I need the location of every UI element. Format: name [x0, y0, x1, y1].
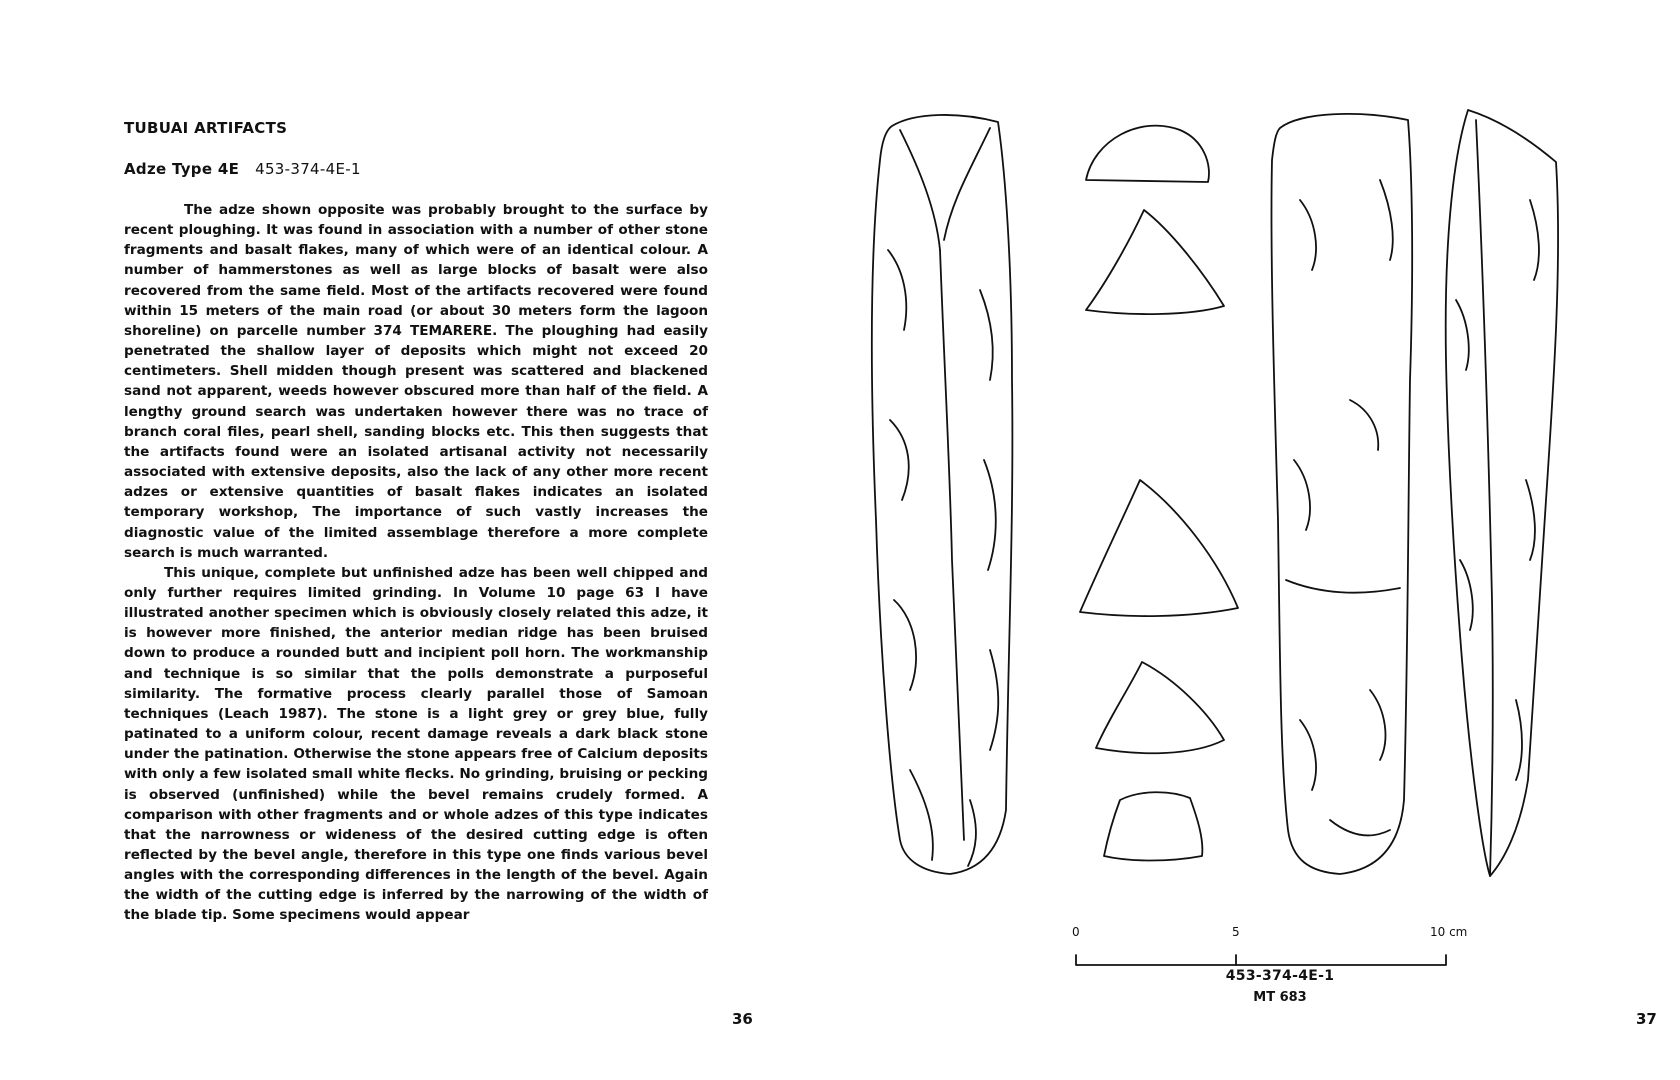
paragraph-1: The adze shown opposite was probably brought to the surface by recent ploughing. It was found in association with a number of other stone fragments and basalt flakes, many of which were of an identical colour. A number of hammerstones as well as large blocks of basalt were also recovered from the same field. Most of the artifacts recovered were found within 15 meters of the main road (or about 30 meters form the lagoon shoreline) on parcelle number 374 TEMARERE. The ploughing had easily penetrated the shallow layer of deposits which might not exceed 20 centimeters. Shell midden though present was scattered and blackened sand not apparent, weeds however obscured more than half of the field. A lengthy ground search was undertaken however there was no trace of branch coral files, pearl shell, sanding blocks etc. This then suggests that the artifacts found were an isolated artisanal activity not necessarily associated with extensive deposits, also the lack of any other more recent adzes or extensive quantities of basalt flakes indicates an isolated temporary workshop, The importance of such vastly increases the diagnostic value of the limited assemblage therefore a more complete search is much warranted. [124, 202, 708, 561]
adze-illustration [840, 0, 1680, 1080]
artifact-heading [124, 160, 361, 178]
cross-section-tip [1104, 792, 1202, 860]
scale-label-mid: 5 [1232, 925, 1240, 939]
body-text [124, 200, 708, 926]
cross-section-butt [1086, 126, 1209, 182]
cross-section-lower [1096, 662, 1224, 753]
right-page [840, 0, 1680, 1080]
scale-label-end: 10 cm [1430, 925, 1468, 939]
cross-section-middle [1080, 480, 1238, 616]
page-number-right: 37 [1636, 1010, 1657, 1028]
paragraph-2: This unique, complete but unfinished adze has been well chipped and only further requires limited grinding. In Volume 10 page 63 I have illustrated another specimen which is obviously closely related this adze, it is however more finished, the anterior median ridge has been bruised down to produce a rounded butt and incipient poll horn. The workmanship and technique is so similar that the polls demonstrate a purposeful similarity. The formative process clearly parallel those of Samoan techniques (Leach 1987). The stone is a light grey or grey blue, fully patinated to a uniform colour, recent damage reveals a dark black stone under the patination. Otherwise the stone appears free of Calcium deposits with only a few isolated small white flecks. No grinding, bruising or pecking is observed (unfinished) while the bevel remains crudely formed. A comparison with other fragments and or whole adzes of this type indicates that the narrowness or wideness of the desired cutting edge is often reflected by the bevel angle, therefore in this type one finds various bevel angles with the corresponding differences in the length of the bevel. Again the width of the cutting edge is inferred by the narrowing of the width of the blade tip. Some specimens would appear [124, 564, 708, 924]
adze-front-view [872, 115, 1012, 874]
figure-caption-id: MT 683 [1253, 990, 1307, 1005]
adze-side-view [1446, 110, 1558, 876]
page-number-left: 36 [732, 1010, 753, 1028]
cross-section-upper [1086, 210, 1224, 314]
adze-back-view [1271, 114, 1412, 874]
scale-label-start: 0 [1072, 925, 1080, 939]
figure-caption-code: 453-374-4E-1 [1225, 968, 1335, 984]
page-title: TUBUAI ARTIFACTS [124, 119, 288, 137]
artifact-code: 453-374-4E-1 [255, 160, 361, 178]
scale-bar [1076, 955, 1446, 965]
adze-type-label: Adze Type 4E [124, 160, 240, 178]
